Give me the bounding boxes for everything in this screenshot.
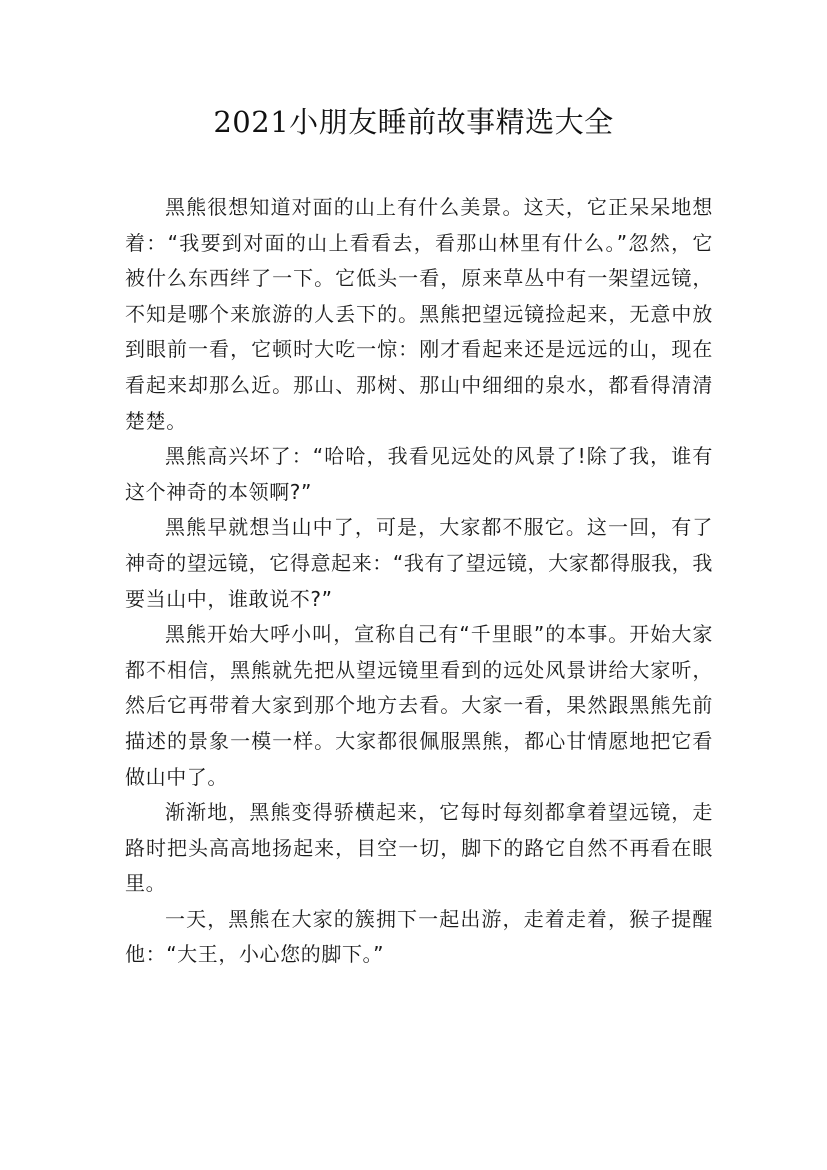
document-title: 2021小朋友睡前故事精选大全 [213,105,614,139]
document-body [125,190,713,973]
paragraph: 黑熊很想知道对面的山上有什么美景。这天，它正呆呆地想着：“我要到对面的山上看看去，看那山林里有什么。”忽然，它被什么东西绊了一下。它低头一看，原来草丛中有一架望远镜，不知是哪个来旅游的人丢下的。黑熊把望远镜捡起来，无意中放到眼前一看，它顿时大吃一惊：刚才看起来还是远远的山，现在看起来却那么近。那山、那树、那山中细细的泉水，都看得清清楚楚。 [125,195,713,433]
paragraph: 一天，黑熊在大家的簇拥下一起出游，走着走着，猴子提醒他：“大王，小心您的脚下。” [125,906,713,967]
paragraph: 渐渐地，黑熊变得骄横起来，它每时每刻都拿着望远镜，走路时把头高高地扬起来，目空一切，脚下的路它自然不再看在眼里。 [125,800,713,896]
paragraph: 黑熊开始大呼小叫，宣称自己有“千里眼”的本事。开始大家都不相信，黑熊就先把从望远镜里看到的远处风景讲给大家听，然后它再带着大家到那个地方去看。大家一看，果然跟黑熊先前描述的景象一模一样。大家都很佩服黑熊，都心甘情愿地把它看做山中了。 [125,622,713,789]
paragraph: 黑熊早就想当山中了，可是，大家都不服它。这一回，有了神奇的望远镜，它得意起来：“我有了望远镜，大家都得服我，我要当山中，谁敢说不?” [125,515,713,611]
paragraph: 黑熊高兴坏了：“哈哈，我看见远处的风景了!除了我，谁有这个神奇的本领啊?” [125,444,713,504]
